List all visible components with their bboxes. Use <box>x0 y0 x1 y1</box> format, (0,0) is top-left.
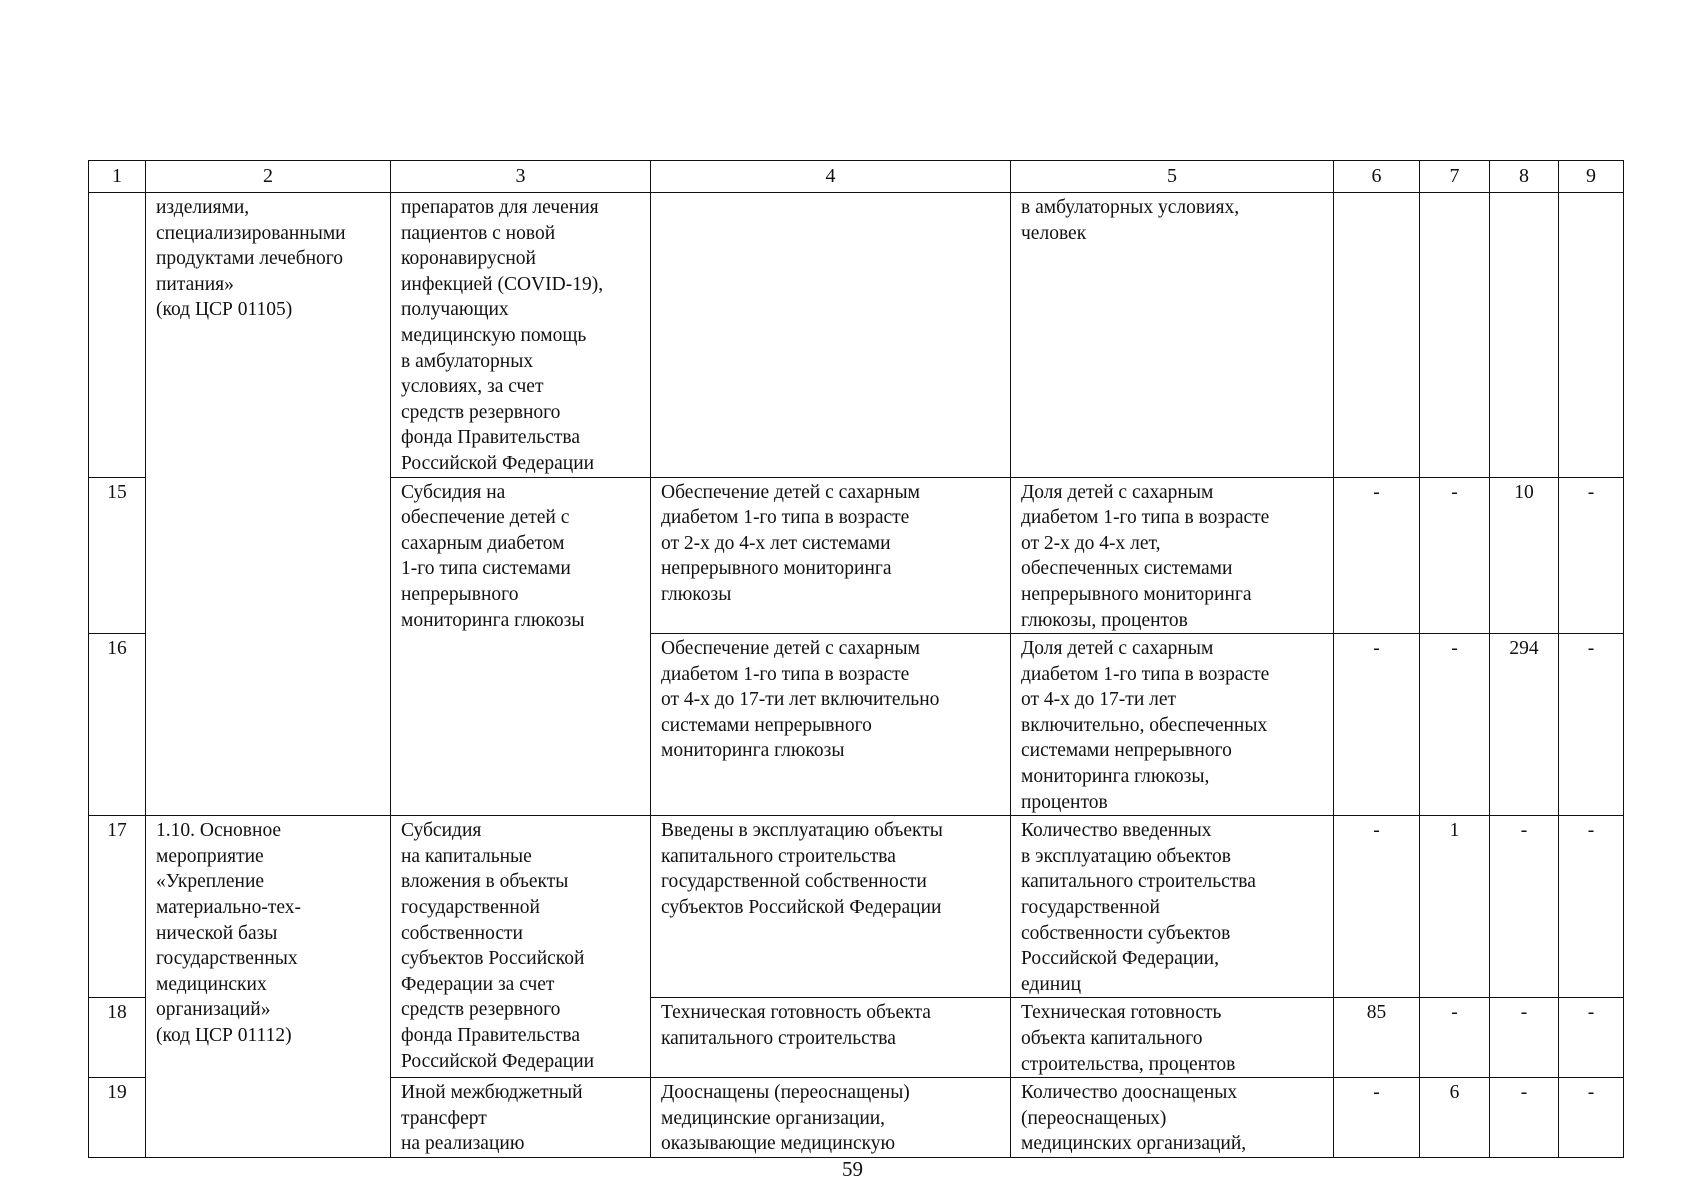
indicator-cell: Количество введенных в эксплуатацию объектов капитального строительства государственной собственности субъектов Российской Федерации, единиц <box>1011 816 1334 998</box>
header-cell: 6 <box>1334 161 1420 193</box>
instrument-cell: Иной межбюджетный трансферт на реализацию <box>391 1078 651 1158</box>
value-cell: - <box>1559 816 1624 998</box>
activity-cell: 1.10. Основное мероприятие «Укрепление материально-тех- нической базы государственных медицинских организаций» (код ЦСР 01112) <box>146 816 391 1158</box>
header-cell: 4 <box>651 161 1011 193</box>
table-row <box>89 193 1624 478</box>
indicator-cell: Доля детей с сахарным диабетом 1-го типа в возрасте от 2-х до 4-х лет, обеспеченных системами непрерывного мониторинга глюкозы, процентов <box>1011 477 1334 634</box>
header-cell: 1 <box>89 161 146 193</box>
result-cell: Обеспечение детей с сахарным диабетом 1-го типа в возрасте от 4-х до 17-ти лет включительно системами непрерывного мониторинга глюкозы <box>651 634 1011 816</box>
value-cell: - <box>1490 998 1559 1078</box>
value-cell: - <box>1559 634 1624 816</box>
value-cell: 10 <box>1490 477 1559 634</box>
value-cell: - <box>1334 634 1420 816</box>
result-cell: Обеспечение детей с сахарным диабетом 1-го типа в возрасте от 2-х до 4-х лет системами непрерывного мониторинга глюкозы <box>651 477 1011 634</box>
value-cell: - <box>1334 1078 1420 1158</box>
value-cell <box>1490 193 1559 478</box>
value-cell <box>1559 193 1624 478</box>
activity-cell: изделиями, специализированными продуктами лечебного питания» (код ЦСР 01105) <box>146 193 391 816</box>
value-cell <box>1420 193 1490 478</box>
row-number-cell: 16 <box>89 634 146 816</box>
row-number-cell: 19 <box>89 1078 146 1158</box>
page-number: 59 <box>842 1157 863 1181</box>
instrument-cell: Субсидия на капитальные вложения в объекты государственной собственности субъектов Российской Федерации за счет средств резервного фонда Правительства Российской Федерации <box>391 816 651 1078</box>
value-cell: 6 <box>1420 1078 1490 1158</box>
header-cell: 5 <box>1011 161 1334 193</box>
row-number-cell: 15 <box>89 477 146 634</box>
row-number-cell <box>89 193 146 478</box>
header-cell: 7 <box>1420 161 1490 193</box>
value-cell: - <box>1334 816 1420 998</box>
result-cell: Техническая готовность объекта капитального строительства <box>651 998 1011 1078</box>
indicator-cell: Количество дооснащеных (переоснащеных) медицинских организаций, <box>1011 1078 1334 1158</box>
result-cell <box>651 193 1011 478</box>
value-cell: - <box>1559 477 1624 634</box>
value-cell: - <box>1334 477 1420 634</box>
header-cell: 9 <box>1559 161 1624 193</box>
header-row <box>89 161 1624 193</box>
header-cell: 2 <box>146 161 391 193</box>
value-cell: 1 <box>1420 816 1490 998</box>
header-cell: 8 <box>1490 161 1559 193</box>
result-cell: Дооснащены (переоснащены) медицинские организации, оказывающие медицинскую <box>651 1078 1011 1158</box>
row-number-cell: 17 <box>89 816 146 998</box>
value-cell: - <box>1490 1078 1559 1158</box>
instrument-cell: препаратов для лечения пациентов с новой коронавирусной инфекцией (COVID-19), получающих медицинскую помощь в амбулаторных условиях, за счет средств резервного фонда Правительства Российской Федерации <box>391 193 651 478</box>
result-cell: Введены в эксплуатацию объекты капитального строительства государственной собственности субъектов Российской Федерации <box>651 816 1011 998</box>
data-table <box>88 160 1624 1158</box>
row-number-cell: 18 <box>89 998 146 1078</box>
value-cell: - <box>1420 998 1490 1078</box>
value-cell <box>1334 193 1420 478</box>
indicator-cell: в амбулаторных условиях, человек <box>1011 193 1334 478</box>
value-cell: - <box>1559 1078 1624 1158</box>
value-cell: - <box>1559 998 1624 1078</box>
value-cell: - <box>1420 634 1490 816</box>
value-cell: 85 <box>1334 998 1420 1078</box>
value-cell: 294 <box>1490 634 1559 816</box>
value-cell: - <box>1490 816 1559 998</box>
instrument-cell: Субсидия на обеспечение детей с сахарным диабетом 1-го типа системами непрерывного мониторинга глюкозы <box>391 477 651 816</box>
table-row <box>89 816 1624 998</box>
value-cell: - <box>1420 477 1490 634</box>
header-cell: 3 <box>391 161 651 193</box>
indicator-cell: Техническая готовность объекта капитального строительства, процентов <box>1011 998 1334 1078</box>
indicator-cell: Доля детей с сахарным диабетом 1-го типа в возрасте от 4-х до 17-ти лет включительно, обеспеченных системами непрерывного мониторинга глюкозы, процентов <box>1011 634 1334 816</box>
